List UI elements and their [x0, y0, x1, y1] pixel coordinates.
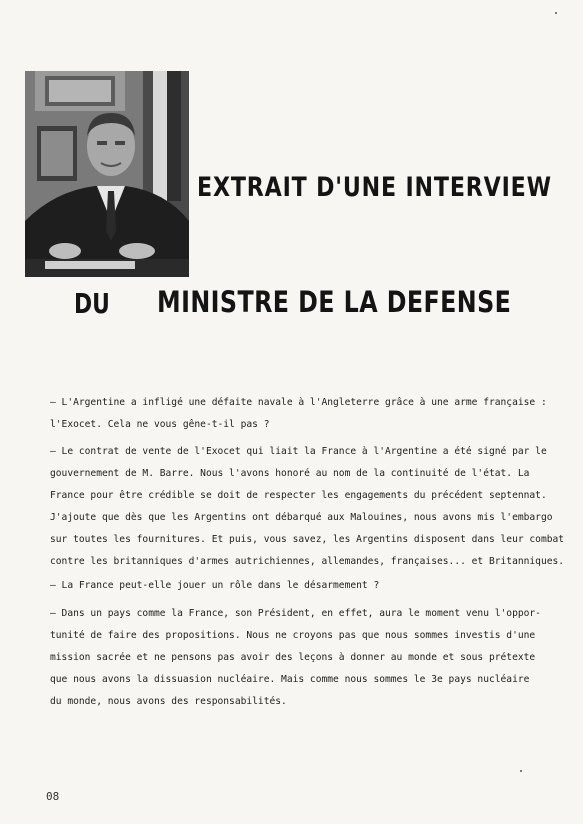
headline-ministre: MINISTRE DE LA DEFENSE — [157, 285, 512, 319]
headline-du: DU — [74, 287, 110, 320]
answer-1 — [50, 441, 570, 573]
answer-2-text: — Dans un pays comme la France, son Président, en effet, aura le moment venu l'oppor- tunité de faire des propositions. Nous ne croyons pas que nous sommes investis d'une mission sacrée et ne pensons pas avoir des leçons à donner au monde et sous prétexte que nous avons la dissuasion nucléaire. Mais comme nous sommes le 3e pays nucléaire du monde, nous avons des responsabilités. — [50, 608, 541, 707]
paper-speck — [520, 770, 522, 772]
headline-line-1: EXTRAIT D'UNE INTERVIEW — [197, 172, 552, 203]
page-number: 08 — [46, 790, 60, 803]
answer-1-text: — Le contrat de vente de l'Exocet qui liait la France à l'Argentine a été signé par le gouvernement de M. Barre. Nous l'avons honoré au nom de la continuité de l'état. La France pour être crédible se doit de respecter les engagements du précédent septennat. J'ajoute que dès que les Argentins ont débarqué aux Malouines, nous avons mis l'embargo sur toutes les fournitures. Et puis, vous savez, les Argentins disposent dans leur combat contre les britanniques d'armes autrichiennes, allemandes, françaises... et Britanniques. — [50, 446, 565, 567]
question-2 — [50, 575, 570, 597]
answer-2 — [50, 603, 570, 713]
question-1 — [50, 392, 570, 436]
question-2-text: — La France peut-elle jouer un rôle dans le désarmement ? — [50, 580, 380, 591]
minister-portrait-photo — [25, 71, 189, 277]
question-1-text: — L'Argentine a infligé une défaite navale à l'Angleterre grâce à une arme française : l'Exocet. Cela ne vous gêne-t-il pas ? — [50, 397, 547, 430]
paper-speck — [555, 12, 557, 14]
